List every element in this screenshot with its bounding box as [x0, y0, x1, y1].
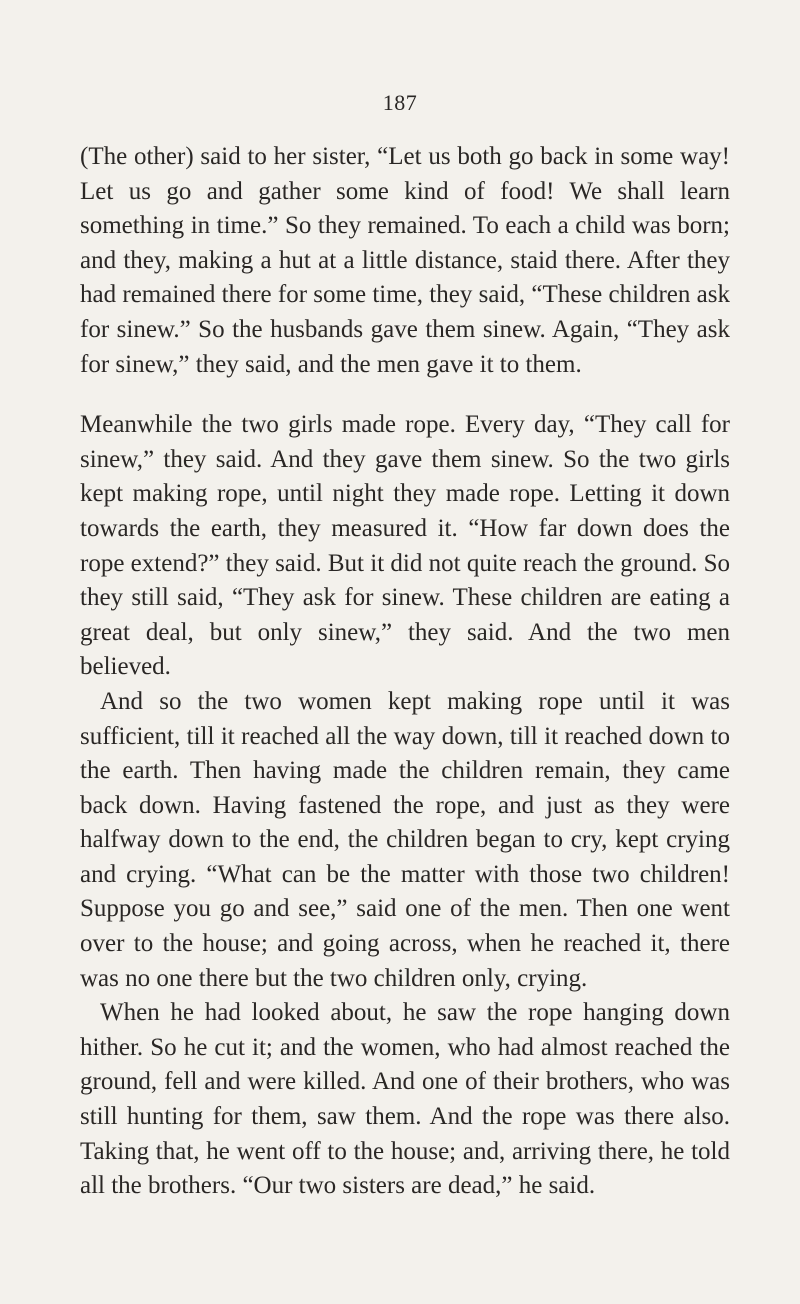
paragraph-2: Meanwhile the two girls made rope. Every day, “They call for sinew,” they said. And they gave them sinew. So the two girls kept making rope, until night they made rope. Letting it down towards the earth, they measured it. “How far down does the rope extend?” they said. But it did not quite reach the ground. So they still said, “They ask for sinew. These children are eating a great deal, but only sinew,” they said. And the two men believed. [80, 411, 730, 681]
paragraph-1: (The other) said to her sister, “Let us both go back in some way! Let us go and gather some kind of food! We shall learn something in time.” So they remained. To each a child was born; and they, making a hut at a little distance, staid there. After they had remained there for some time, they said, “These children ask for sinew.” So the husbands gave them sinew. Again, “They ask for sinew,” they said, and the men gave it to them. [80, 143, 730, 378]
paragraph-3: And so the two women kept making rope until it was sufficient, till it reached all the way down, till it reached down to the earth. Then having made the children remain, they came back down. Having fastened the rope, and just as they were halfway down to the end, the children began to cry, kept crying and crying. “What can be the matter with those two children! Suppose you go and see,” said one of the men. Then one went over to the house; and going across, when he reached it, there was no one there but the two children only, crying. [80, 687, 730, 992]
paragraph-4: When he had looked about, he saw the rope hanging down hither. So he cut it; and the women, who had almost reached the ground, fell and were killed. And one of their brothers, who was still hunting for them, saw them. And the rope was there also. Taking that, he went off to the house; and, arriving there, he told all the brothers. “Our two sisters are dead,” he said. [80, 999, 730, 1200]
body-text [80, 140, 730, 1204]
page-number: 187 [382, 90, 418, 115]
